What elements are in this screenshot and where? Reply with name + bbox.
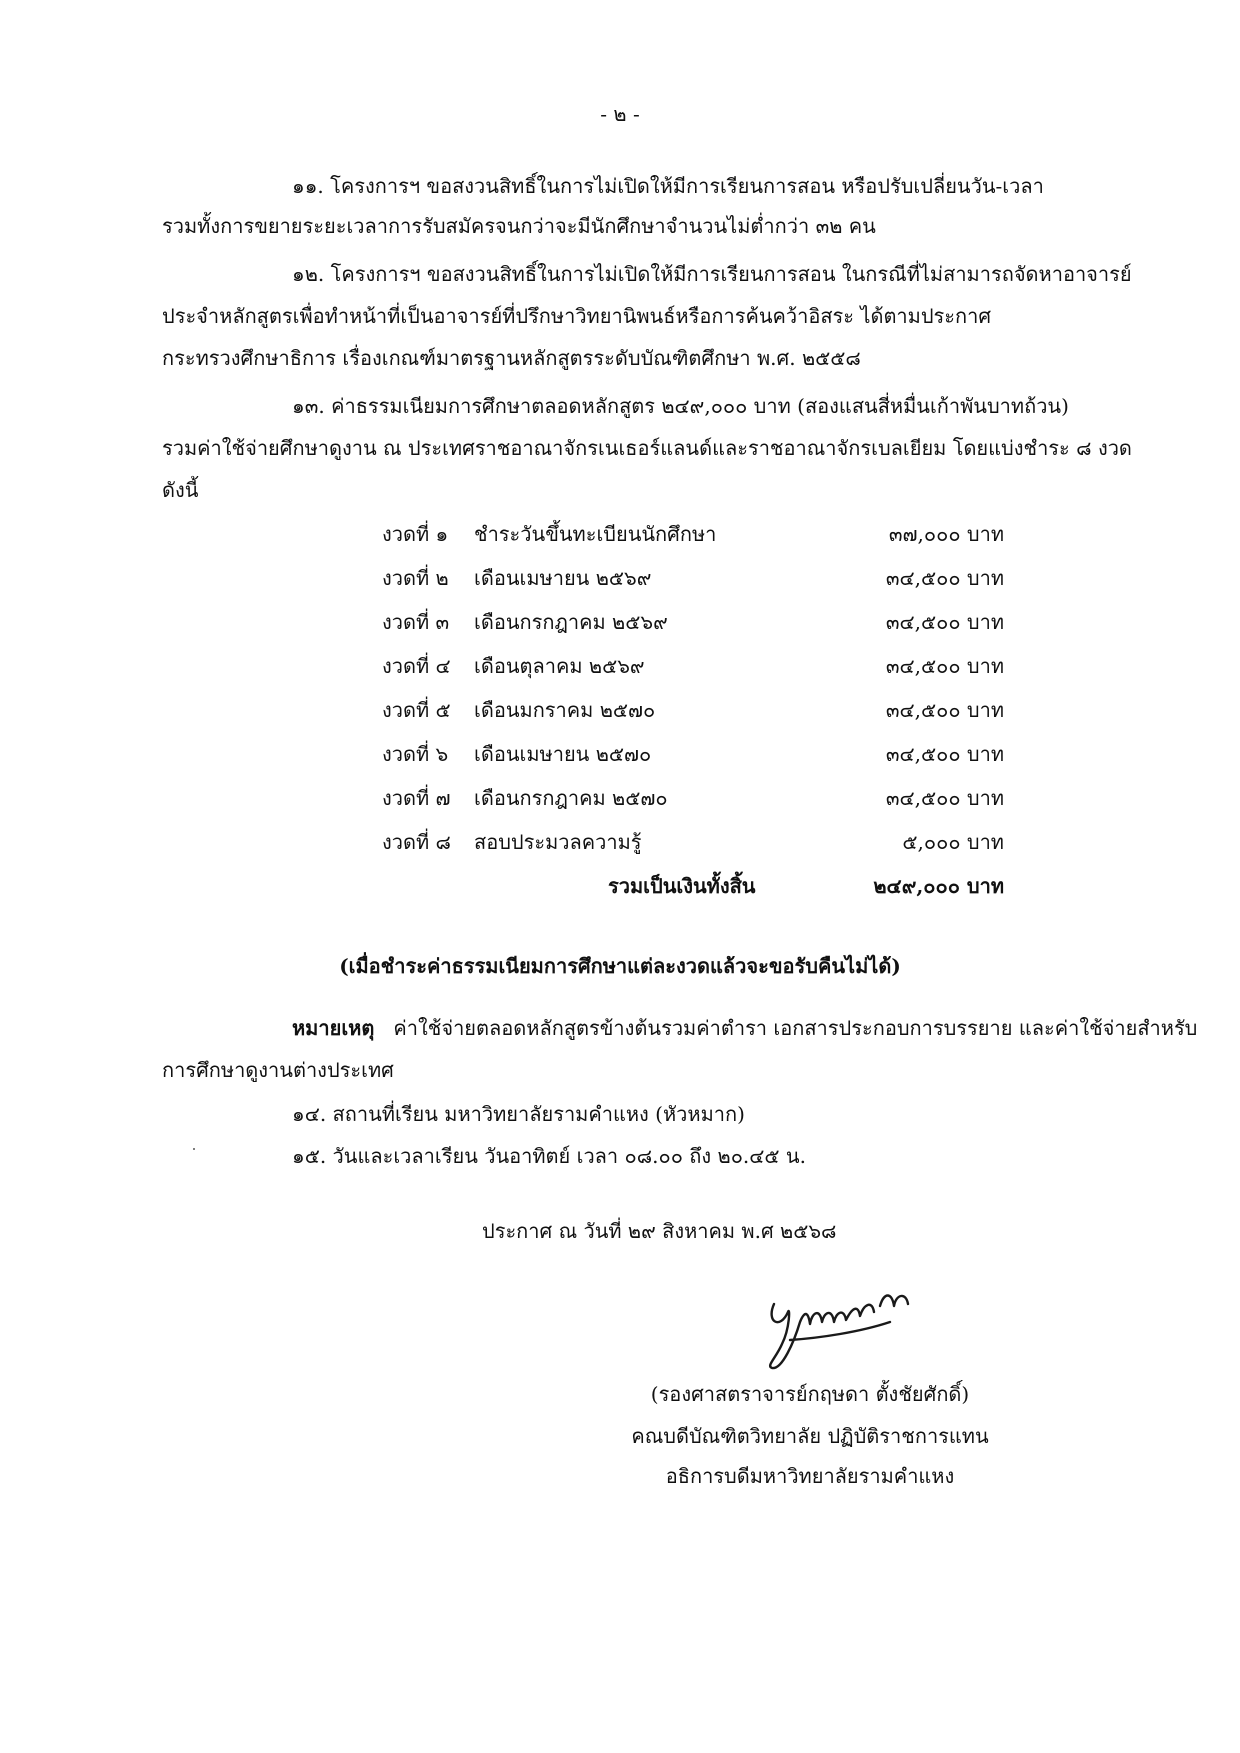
installment-amount: ๓๔,๕๐๐ บาท <box>885 786 1004 810</box>
clause-11-line-2: รวมทั้งการขยายระยะเวลาการรับสมัครจนกว่าจะมีนักศึกษาจำนวนไม่ต่ำกว่า ๓๒ คน <box>162 214 876 238</box>
installment-amount: ๓๔,๕๐๐ บาท <box>885 566 1004 590</box>
installment-row <box>382 518 1004 548</box>
installment-row <box>382 694 1004 724</box>
clause-11-line-1: ๑๑. โครงการฯ ขอสงวนสิทธิ์ในการไม่เปิดให้มีการเรียนการสอน หรือปรับเปลี่ยนวัน-เวลา <box>292 174 1044 198</box>
installment-description: เดือนเมษายน ๒๕๗๐ <box>474 742 652 766</box>
installment-row <box>382 650 1004 680</box>
installment-label: งวดที่ ๔ <box>382 654 451 678</box>
installment-label: งวดที่ ๓ <box>382 610 450 634</box>
installment-label: งวดที่ ๖ <box>382 742 449 766</box>
clause-12-line-1: ๑๒. โครงการฯ ขอสงวนสิทธิ์ในการไม่เปิดให้มีการเรียนการสอน ในกรณีที่ไม่สามารถจัดหาอาจารย์ <box>292 262 1132 286</box>
clause-13-line-1: ๑๓. ค่าธรรมเนียมการศึกษาตลอดหลักสูตร ๒๔๙,๐๐๐ บาท (สองแสนสี่หมื่นเก้าพันบาทถ้วน) <box>292 394 1069 418</box>
clause-15: ๑๕. วันและเวลาเรียน วันอาทิตย์ เวลา ๐๘.๐๐ ถึง ๒๐.๔๕ น. <box>292 1144 806 1168</box>
installment-amount: ๓๔,๕๐๐ บาท <box>885 610 1004 634</box>
clause-14: ๑๔. สถานที่เรียน มหาวิทยาลัยรามคำแหง (หัวหมาก) <box>292 1102 745 1126</box>
installment-label: งวดที่ ๘ <box>382 830 451 854</box>
remark-label: หมายเหตุ <box>292 1016 375 1040</box>
installment-description: เดือนเมษายน ๒๕๖๙ <box>474 566 652 590</box>
installment-description: ชำระวันขึ้นทะเบียนนักศึกษา <box>474 522 717 546</box>
remark-text: ค่าใช้จ่ายตลอดหลักสูตรข้างต้นรวมค่าตำรา เอกสารประกอบการบรรยาย และค่าใช้จ่ายสำหรับ <box>393 1016 1198 1040</box>
installment-description: เดือนตุลาคม ๒๕๖๙ <box>474 654 645 678</box>
total-row <box>382 870 1004 900</box>
installment-description: เดือนมกราคม ๒๕๗๐ <box>474 698 656 722</box>
installment-amount: ๓๔,๕๐๐ บาท <box>885 654 1004 678</box>
total-amount: ๒๔๙,๐๐๐ บาท <box>873 874 1004 898</box>
installment-row <box>382 606 1004 636</box>
installment-amount: ๕,๐๐๐ บาท <box>902 830 1004 854</box>
installment-label: งวดที่ ๑ <box>382 522 449 546</box>
installment-amount: ๓๔,๕๐๐ บาท <box>885 698 1004 722</box>
installment-row <box>382 738 1004 768</box>
installment-row <box>382 562 1004 592</box>
clause-13-line-3: ดังนี้ <box>162 478 199 502</box>
signatory-position-1: คณบดีบัณฑิตวิทยาลัย ปฏิบัติราชการแทน <box>631 1424 989 1448</box>
installment-amount: ๓๗,๐๐๐ บาท <box>888 522 1004 546</box>
scan-speck <box>193 1148 195 1150</box>
clause-12-line-3: กระทรวงศึกษาธิการ เรื่องเกณฑ์มาตรฐานหลักสูตรระดับบัณฑิตศึกษา พ.ศ. ๒๕๕๘ <box>162 346 861 370</box>
installment-description: สอบประมวลความรู้ <box>474 830 642 854</box>
total-label: รวมเป็นเงินทั้งสิ้น <box>608 874 756 898</box>
remark-line-2: การศึกษาดูงานต่างประเทศ <box>162 1058 394 1082</box>
signatory-name: (รองศาสตราจารย์กฤษดา ตั้งชัยศักดิ์) <box>650 1382 970 1406</box>
installment-description: เดือนกรกฎาคม ๒๕๖๙ <box>474 610 668 634</box>
refund-note: (เมื่อชำระค่าธรรมเนียมการศึกษาแต่ละงวดแล้วจะขอรับคืนไม่ได้) <box>339 954 901 978</box>
clause-12-line-2: ประจำหลักสูตรเพื่อทำหน้าที่เป็นอาจารย์ที่ปรึกษาวิทยานิพนธ์หรือการค้นคว้าอิสระ ได้ตามประกาศ <box>162 304 992 328</box>
handwritten-signature <box>760 1282 930 1372</box>
installment-label: งวดที่ ๗ <box>382 786 451 810</box>
installment-label: งวดที่ ๕ <box>382 698 451 722</box>
installment-row <box>382 782 1004 812</box>
installment-amount: ๓๔,๕๐๐ บาท <box>885 742 1004 766</box>
signatory-position-2: อธิการบดีมหาวิทยาลัยรามคำแหง <box>665 1464 955 1488</box>
installment-label: งวดที่ ๒ <box>382 566 449 590</box>
clause-13-line-2: รวมค่าใช้จ่ายศึกษาดูงาน ณ ประเทศราชอาณาจักรเนเธอร์แลนด์และราชอาณาจักรเบลเยียม โดยแบ่งชำระ ๘ งวด <box>162 436 1132 460</box>
installment-row <box>382 826 1004 856</box>
installment-description: เดือนกรกฎาคม ๒๕๗๐ <box>474 786 668 810</box>
announcement-date: ประกาศ ณ วันที่ ๒๙ สิงหาคม พ.ศ ๒๕๖๘ <box>482 1219 837 1243</box>
remark-line-1 <box>292 1012 1197 1044</box>
page-number: - ๒ - <box>600 102 640 126</box>
